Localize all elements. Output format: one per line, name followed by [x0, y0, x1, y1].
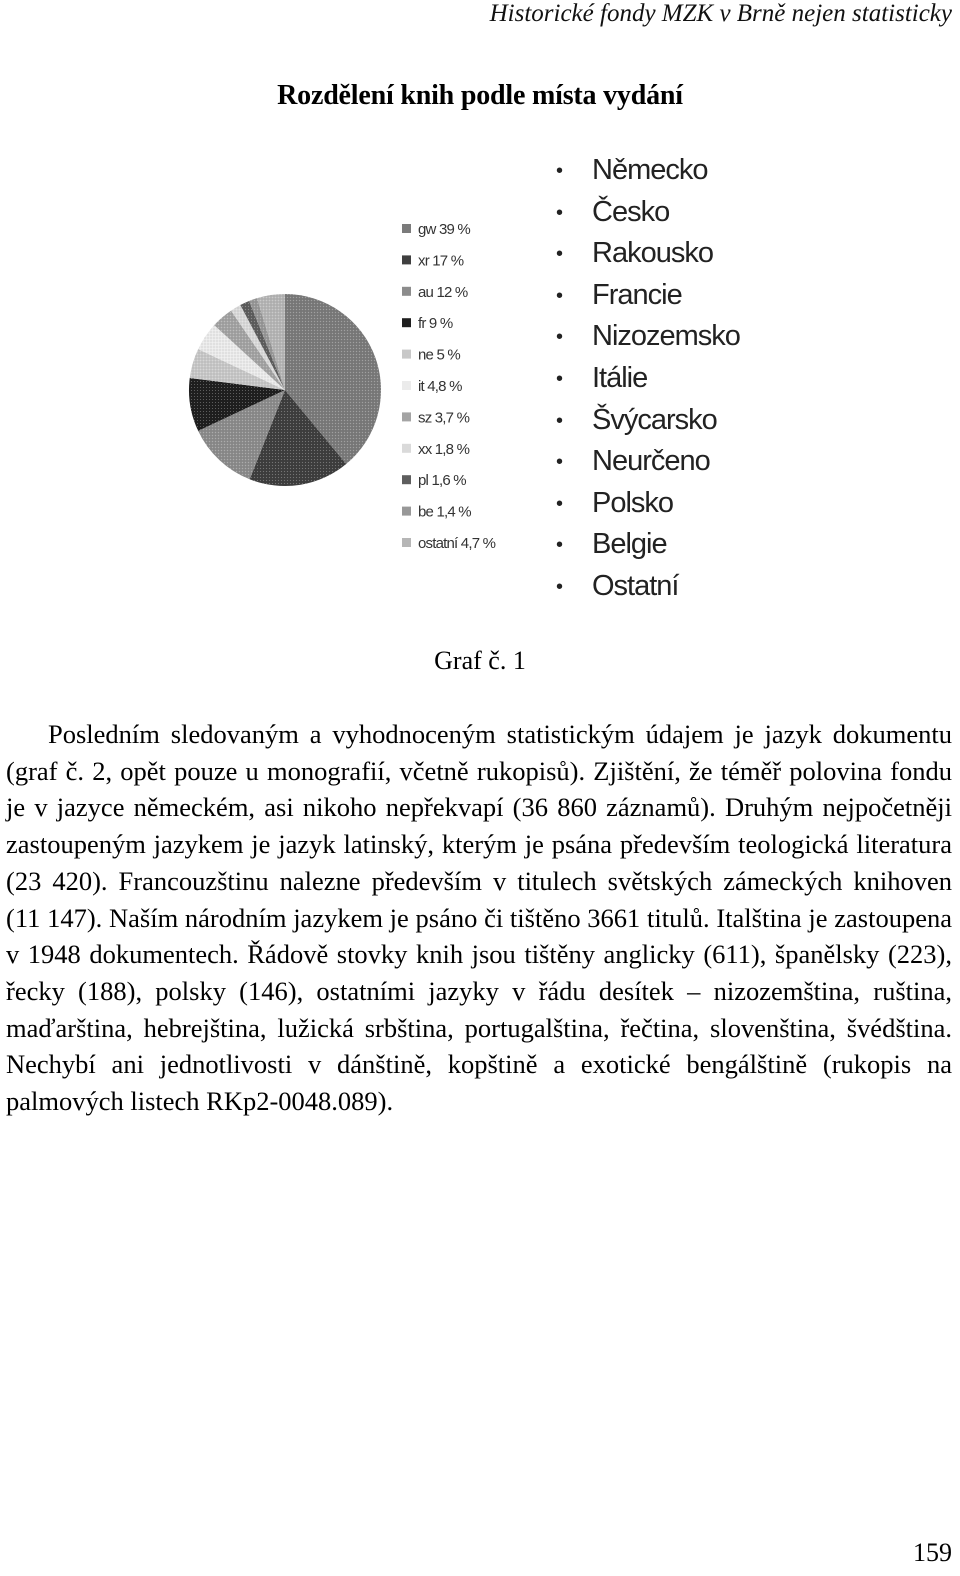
pie-legend [402, 221, 496, 552]
page-number: 159 [913, 1538, 952, 1567]
bullet-icon: • [556, 451, 563, 474]
legend-label-10: ostatní 4,7 % [418, 535, 496, 552]
legend-swatch-4 [402, 350, 411, 359]
country-label: Německo [592, 154, 708, 186]
pie-chart [140, 180, 560, 580]
legend-swatch-10 [402, 538, 411, 547]
legend-swatch-6 [402, 412, 411, 421]
bullet-icon: • [556, 534, 563, 557]
country-label: Nizozemsko [592, 320, 740, 353]
legend-swatch-2 [402, 287, 411, 296]
legend-label-8: pl 1,6 % [418, 472, 466, 490]
country-label: Rakousko [592, 237, 713, 270]
legend-label-7: xx 1,8 % [418, 440, 470, 458]
legend-swatch-7 [402, 444, 411, 453]
country-label: Ostatní [592, 569, 679, 602]
chart-title: Rozdělení knih podle místa vydání [277, 80, 683, 111]
country-label: Itálie [592, 361, 648, 394]
country-item [556, 233, 740, 275]
bullet-icon: • [556, 492, 563, 515]
country-label: Francie [592, 278, 682, 311]
bullet-icon: • [556, 409, 563, 432]
running-header: Historické fondy MZK v Brně nejen statisticky [489, 0, 952, 27]
legend-swatch-3 [402, 318, 411, 327]
legend-swatch-9 [402, 507, 411, 516]
pie-slices [189, 294, 381, 486]
country-item [556, 275, 740, 317]
legend-swatch-0 [402, 224, 411, 233]
legend-label-3: fr 9 % [418, 315, 453, 333]
country-label: Neurčeno [592, 445, 710, 478]
country-item [556, 358, 740, 400]
bullet-icon: • [556, 160, 563, 182]
legend-label-5: it 4,8 % [418, 378, 462, 395]
bullet-icon: • [556, 326, 563, 349]
country-label: Polsko [592, 486, 674, 519]
legend-label-4: ne 5 % [418, 346, 460, 364]
bullet-icon: • [556, 284, 563, 307]
country-label: Švýcarsko [592, 403, 717, 436]
country-item [556, 441, 740, 483]
country-item [556, 566, 740, 608]
country-label: Česko [592, 195, 670, 228]
figure-caption: Graf č. 1 [434, 646, 526, 675]
legend-swatch-5 [402, 381, 411, 390]
body-paragraph: Posledním sledovaným a vyhodnoceným statistickým údajem je jazyk dokumentu (graf č. 2, opět pouze u monografií, včetně rukopisů). Zjištění, že téměř polovina fondu je v jazyce německém, asi nikoho nepřekvapí (36 860 záznamů). Druhým nejpočetněji zastoupeným jazykem je jazyk latinský, kterým je psána především teologická literatura (23 420). Francouzštinu nalezne především v titulech světských zámeckých knihoven (11 147). Naším národním jazykem je psáno či tištěno 3661 titulů. Italština je zastoupena v 1948 dokumentech. Řádově stovky knih jsou tištěny anglicky (611), španělsky (223), řecky (188), polsky (146), ostatními jazyky v řádu desítek – nizozemština, ruština, maďarština, hebrejština, lužická srbština, portugalština, řečtina, slovenština, švédština. Nechybí ani jednotlivosti v dánštině, kopštině a exotické bengálštině (rukopis na palmových listech RKp2-0048.089). [6, 719, 952, 1117]
legend-label-6: sz 3,7 % [418, 409, 470, 427]
country-label: Belgie [592, 528, 667, 561]
legend-label-9: be 1,4 % [418, 503, 471, 521]
country-item [556, 483, 740, 525]
country-item [556, 150, 740, 192]
bullet-icon: • [556, 243, 563, 266]
bullet-icon: • [556, 575, 563, 598]
country-item [556, 316, 740, 358]
legend-swatch-8 [402, 475, 411, 484]
country-list [556, 150, 740, 608]
country-item [556, 400, 740, 442]
legend-swatch-1 [402, 255, 411, 264]
country-item [556, 192, 740, 234]
legend-label-2: au 12 % [418, 283, 468, 301]
bullet-icon: • [556, 367, 563, 390]
bullet-icon: • [556, 201, 563, 224]
legend-label-1: xr 17 % [418, 252, 464, 270]
country-item [556, 524, 740, 566]
legend-label-0: gw 39 % [418, 221, 470, 238]
